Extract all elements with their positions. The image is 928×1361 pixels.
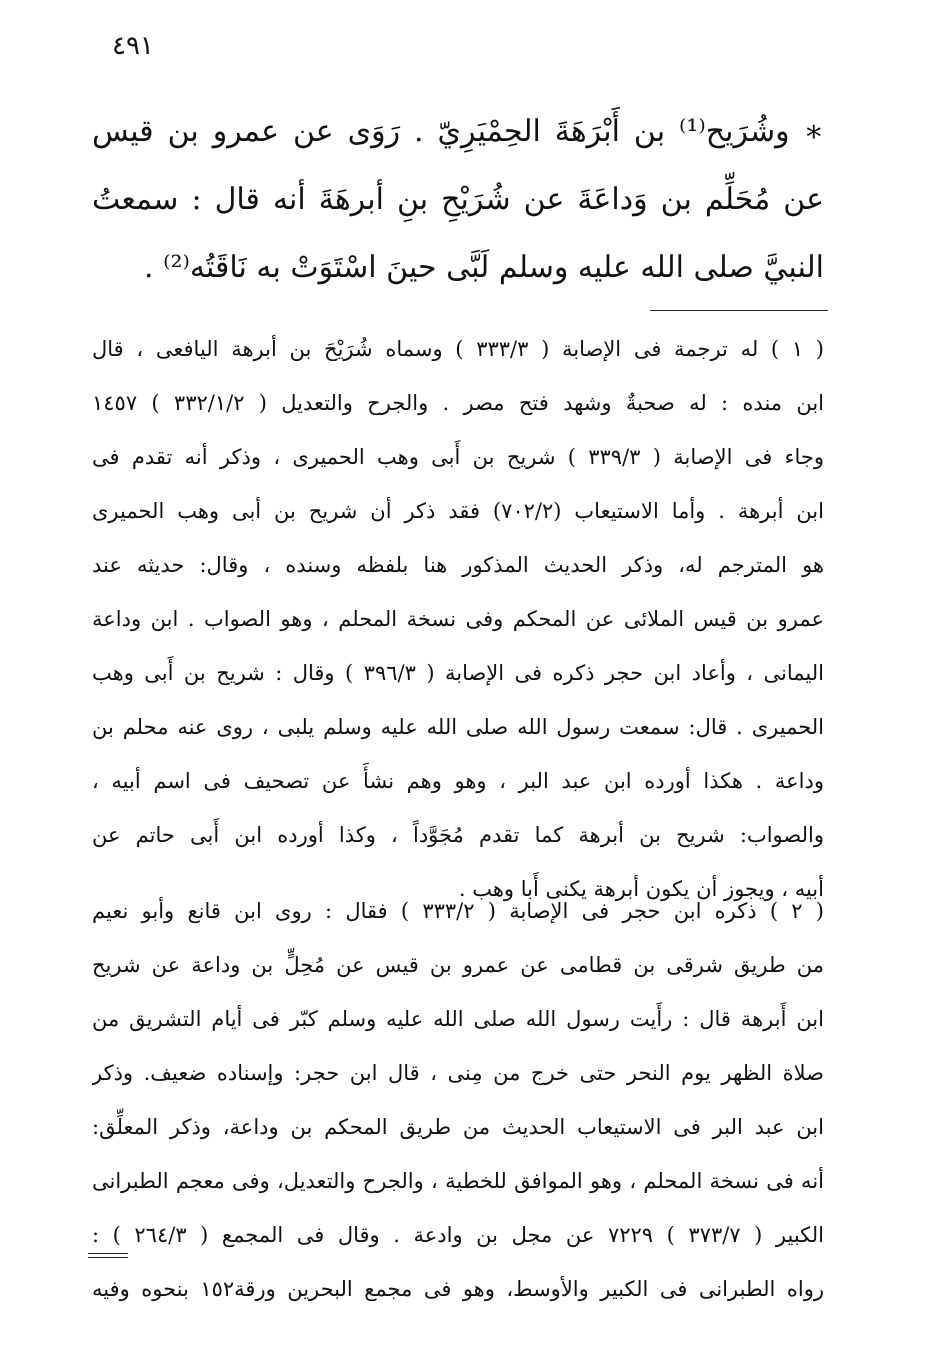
- footnote-line: صلاة الظهر يوم النحر حتى خرج من مِنى ، قال ابن حجر: وإسناده ضعيف. وذكر: [92, 1061, 824, 1085]
- page-number: ٤٩١: [112, 31, 154, 61]
- main-text-line: ∗ وشُرَيح⁽¹⁾ بن أَبْرَهَةَ الحِمْيَرِيّ . رَوَى عن عمرو بن قيس: [92, 114, 824, 149]
- footnote-line: ابن أَبرهة قال : رأَيت رسول الله صلى الله عليه وسلم كبّر فى أيام التشريق من: [92, 1007, 824, 1031]
- footnote-line: رواه الطبرانى فى الكبير والأوسط، وهو فى مجمع البحرين ورقة١٥٢ بنحوه وفيه: [92, 1277, 824, 1301]
- footnote-line: ( ١ ) له ترجمة فى الإصابة ( ٣٣٣/٣ ) وسماه شُرَيْحَ بن أبرهة اليافعى ، قال: [92, 337, 824, 361]
- footnote-line: ابن أبرهة . وأما الاستيعاب (٧٠٢/٢) فقد ذكر أن شريح بن أبى وهب الحميرى: [92, 499, 824, 523]
- footnote-line: ابن منده : له صحبةٌ وشهد فتح مصر . والجرح والتعديل ( ٣٣٢/١/٢ ) ١٤٥٧: [92, 391, 824, 415]
- footnote-separator: [650, 310, 828, 311]
- footnote-line: وداعة . هكذا أورده ابن عبد البر ، وهو وهم نشأَ عن تصحيف فى اسم أبيه ،: [92, 769, 824, 793]
- footnote-2: [92, 884, 824, 1316]
- footnote-line: أنه فى نسخة المحلم ، وهو الموافق للخطية ، والجرح والتعديل، وفى معجم الطبرانى: [92, 1169, 824, 1193]
- footnote-line: عمرو بن قيس الملائى عن المحكم وفى نسخة المحلم ، وهو الصواب . ابن وداعة: [92, 607, 824, 631]
- footnote-line: ابن عبد البر فى الاستيعاب الحديث من طريق المحكم بن وداعة، وذكر المعلِّق:: [92, 1115, 824, 1139]
- main-text-line: عن مُحَلِّم بن وَداعَةَ عن شُرَيْحِ بنِ أبرهَةَ أنه قال : سمعتُ: [92, 182, 824, 217]
- footnote-line: الكبير ( ٣٧٣/٧ ) ٧٢٢٩ عن مجل بن وادعة . وقال فى المجمع ( ٢٦٤/٣ ) :: [92, 1223, 824, 1247]
- footnote-line: هو المترجم له، وذكر الحديث المذكور هنا بلفظه وسنده ، وقال: حديثه عند: [92, 553, 824, 577]
- footnote-line: وجاء فى الإصابة ( ٣٣٩/٣ ) شريح بن أَبى وهب الحميرى ، وذكر أنه تقدم فى: [92, 445, 824, 469]
- footnote-line: الحميرى . قال: سمعت رسول الله صلى الله عليه وسلم يلبى ، روى عنه محلم بن: [92, 715, 824, 739]
- footnote-line: والصواب: شريح بن أبرهة كما تقدم مُجَوَّداً ، وكذا أورده ابن أَبى حاتم عن: [92, 823, 824, 847]
- footnote-line: ( ٢ ) ذكره ابن حجر فى الإصابة ( ٣٣٣/٢ ) فقال : روى ابن قانع وأبو نعيم: [92, 899, 824, 923]
- main-text-line: النبيَّ صلى الله عليه وسلم لَبَّى حينَ اسْتَوَتْ به نَاقَتُه⁽²⁾ .: [144, 250, 824, 285]
- footnote-line: اليمانى ، وأعاد ابن حجر ذكره فى الإصابة ( ٣٩٦/٣ ) وقال : شريح بن أَبى وهب: [92, 661, 824, 685]
- footnote-1: [92, 322, 824, 916]
- main-entry-text: [92, 98, 824, 302]
- footnote-line: أبيه ، ويجوز أن يكون أبرهة يكنى أَبا وهب .: [458, 877, 824, 901]
- footnote-continuation-mark: [88, 1253, 128, 1261]
- footnote-line: من طريق شرقى بن قطامى عن عمرو بن قيس عن مُحِلٍّ بن وداعة عن شريح: [92, 953, 824, 977]
